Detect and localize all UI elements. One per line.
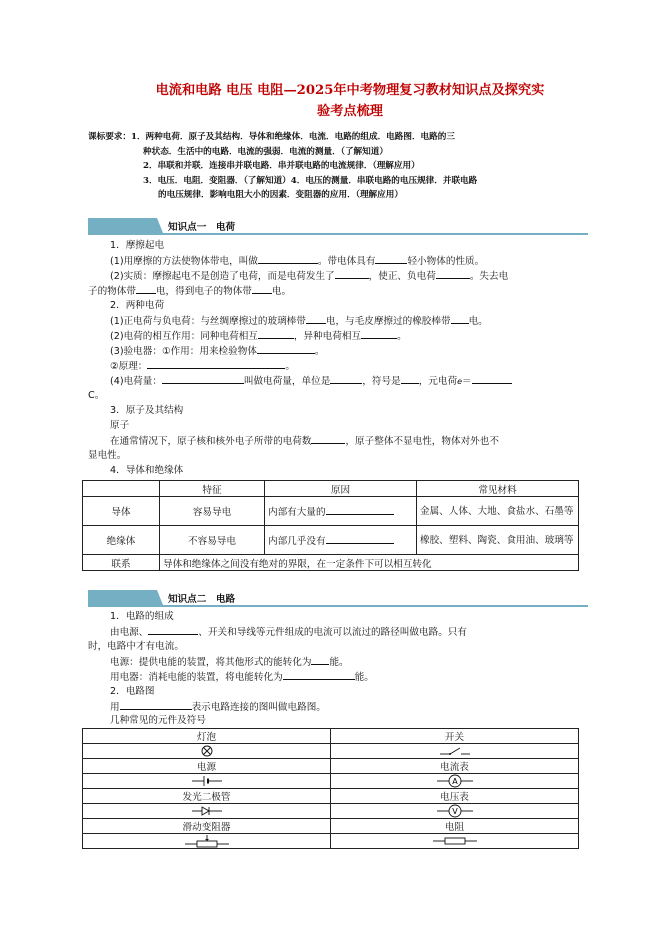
table-cell [83, 744, 331, 759]
subheading: 2．两种电荷 [110, 300, 165, 311]
text-line: (2)电荷的相互作用：同种电荷相互 ，异种电荷相互 。 [110, 328, 407, 344]
table-cell: 灯泡 [83, 729, 331, 744]
table-cell: 发光二极管 [83, 789, 331, 804]
table-cell [83, 834, 331, 849]
text-line: C。 [88, 390, 105, 401]
text-line: 在通常情况下，原子核和核外电子所带的电荷数 ，原子整体不显电性，物体对外也不 [110, 433, 499, 449]
subheading: 1．摩擦起电 [110, 240, 165, 251]
text-line: ②原理： 。 [110, 358, 295, 374]
table-row [83, 789, 579, 804]
text-line: 子的物体带 电，得到电子的物体带 电。 [88, 283, 291, 299]
voltmeter-glyph: V [451, 807, 458, 816]
section-header-charge [88, 218, 588, 234]
table-cell: 导体 [83, 497, 160, 526]
table-row [83, 804, 579, 819]
requirement-line: 课标要求：1．两种电荷．原子及其结构．导体和绝缘体．电流．电路的组成．电路图．电路的三 [88, 132, 455, 142]
table-cell: 电源 [83, 759, 331, 774]
table-row [83, 834, 579, 849]
subheading: 3．原子及其结构 [110, 405, 184, 416]
text-line: 用电器：消耗电能的装置，将电能转化为 能。 [110, 669, 374, 685]
table-row [83, 819, 579, 834]
text-line: (1)用摩擦的方法使物体带电，叫做 。带电体具有 轻小物体的性质。 [110, 253, 484, 269]
requirement-line: 的电压规律．影响电阻大小的因素．变阻器的应用．（理解应用） [158, 190, 403, 200]
document-title [80, 80, 620, 122]
table-cell: 容易导电 [160, 497, 265, 526]
subheading: 2．电路图 [110, 686, 155, 697]
table-cell: 绝缘体 [83, 526, 160, 555]
text-line: 用 表示电路连接的图叫做电路图。 [110, 699, 326, 715]
table-header-cell [83, 481, 160, 497]
section-header-circuit [88, 590, 588, 606]
text-line: 时，电路中才有电流。 [88, 641, 184, 652]
requirement-line: 2．串联和并联．连接串并联电路．串并联电路的电流规律．（理解应用） [143, 161, 420, 171]
table-cell [83, 774, 331, 789]
table-row [83, 774, 579, 789]
table-cell: 电阻 [331, 819, 579, 834]
subheading: 4．导体和绝缘体 [110, 465, 184, 476]
title-line-1: 电流和电路 电压 电阻—2025年中考物理复习教材知识点及探究实 [155, 83, 545, 98]
text-line: 电源：提供电能的装置，将其他形式的能转化为 能。 [110, 654, 349, 670]
table-cell: 电压表 [331, 789, 579, 804]
table-row [83, 759, 579, 774]
curriculum-requirements [88, 130, 608, 203]
text-line: 显电性。 [88, 450, 127, 461]
table-cell: 内部有大量的 [265, 497, 417, 526]
ammeter-glyph: A [451, 777, 458, 786]
requirement-line: 种状态．生活中的电路．电流的强弱．电流的测量．（了解知道） [143, 146, 388, 157]
section-tab-decoration [88, 590, 163, 605]
text-line: (4)电荷量： 叫做电荷量，单位是 ，符号是 ，元电荷e＝ [110, 373, 512, 389]
table-cell: 橡胶、塑料、陶瓷、食用油、玻璃等 [417, 526, 579, 555]
table-cell: 开关 [331, 729, 579, 744]
ammeter-symbol-icon [437, 774, 473, 788]
table-row [83, 555, 579, 571]
switch-symbol-icon [440, 745, 470, 757]
title-line-2: 验考点梳理 [317, 104, 383, 119]
section-underline [88, 233, 588, 235]
table-cell: 内部几乎没有 [265, 526, 417, 555]
section-tab-decoration [88, 218, 163, 233]
text-line: (1)正电荷与负电荷：与丝绸摩擦过的玻璃棒带 电，与毛皮摩擦过的橡胶棒带 电。 [110, 313, 488, 329]
led-symbol-icon [192, 805, 222, 817]
section-underline [88, 605, 588, 607]
table-cell: 联系 [83, 555, 160, 571]
table-header-cell: 常见材料 [417, 481, 579, 497]
conductor-insulator-table [82, 480, 579, 571]
table-header-row [83, 481, 579, 497]
table-cell [331, 744, 579, 759]
table-row [83, 497, 579, 526]
text-line: 由电源、 、开关和导线等元件组成的电流可以流过的路径叫做电路。只有 [110, 624, 467, 640]
voltmeter-symbol-icon [437, 804, 473, 818]
table-row [83, 526, 579, 555]
table-header-cell: 特征 [160, 481, 265, 497]
section-title: 知识点二 电路 [168, 594, 236, 605]
table-cell [331, 804, 579, 819]
table-row [83, 729, 579, 744]
rheostat-symbol-icon [185, 834, 229, 848]
lamp-symbol-icon [197, 745, 217, 757]
text-line: 原子 [110, 420, 130, 431]
section-title: 知识点一 电荷 [168, 222, 236, 233]
table-cell: 电流表 [331, 759, 579, 774]
table-header-cell: 原因 [265, 481, 417, 497]
table-cell [83, 804, 331, 819]
table-cell [331, 774, 579, 789]
resistor-symbol-icon [433, 835, 477, 847]
subheading: 1．电路的组成 [110, 611, 174, 622]
text-line: (3)验电器：①作用：用来检验物体 。 [110, 343, 325, 359]
table-cell [331, 834, 579, 849]
table-row [83, 744, 579, 759]
table-cell: 不容易导电 [160, 526, 265, 555]
battery-symbol-icon [192, 775, 222, 787]
table-cell: 滑动变阻器 [83, 819, 331, 834]
circuit-symbol-table [82, 728, 579, 849]
requirement-line: 3．电压．电阻．变阻器．（了解知道）4．电压的测量．串联电路的电压规律．并联电路 [143, 175, 478, 186]
text-line: 几种常见的元件及符号 [110, 715, 206, 726]
table-cell: 导体和绝缘体之间没有绝对的界限，在一定条件下可以相互转化 [160, 555, 579, 571]
table-cell: 金属、人体、大地、食盐水、石墨等 [417, 497, 579, 526]
text-line: (2)实质：摩擦起电不是创造了电荷，而是电荷发生了 ，使正、负电荷 。失去电 [110, 268, 508, 284]
